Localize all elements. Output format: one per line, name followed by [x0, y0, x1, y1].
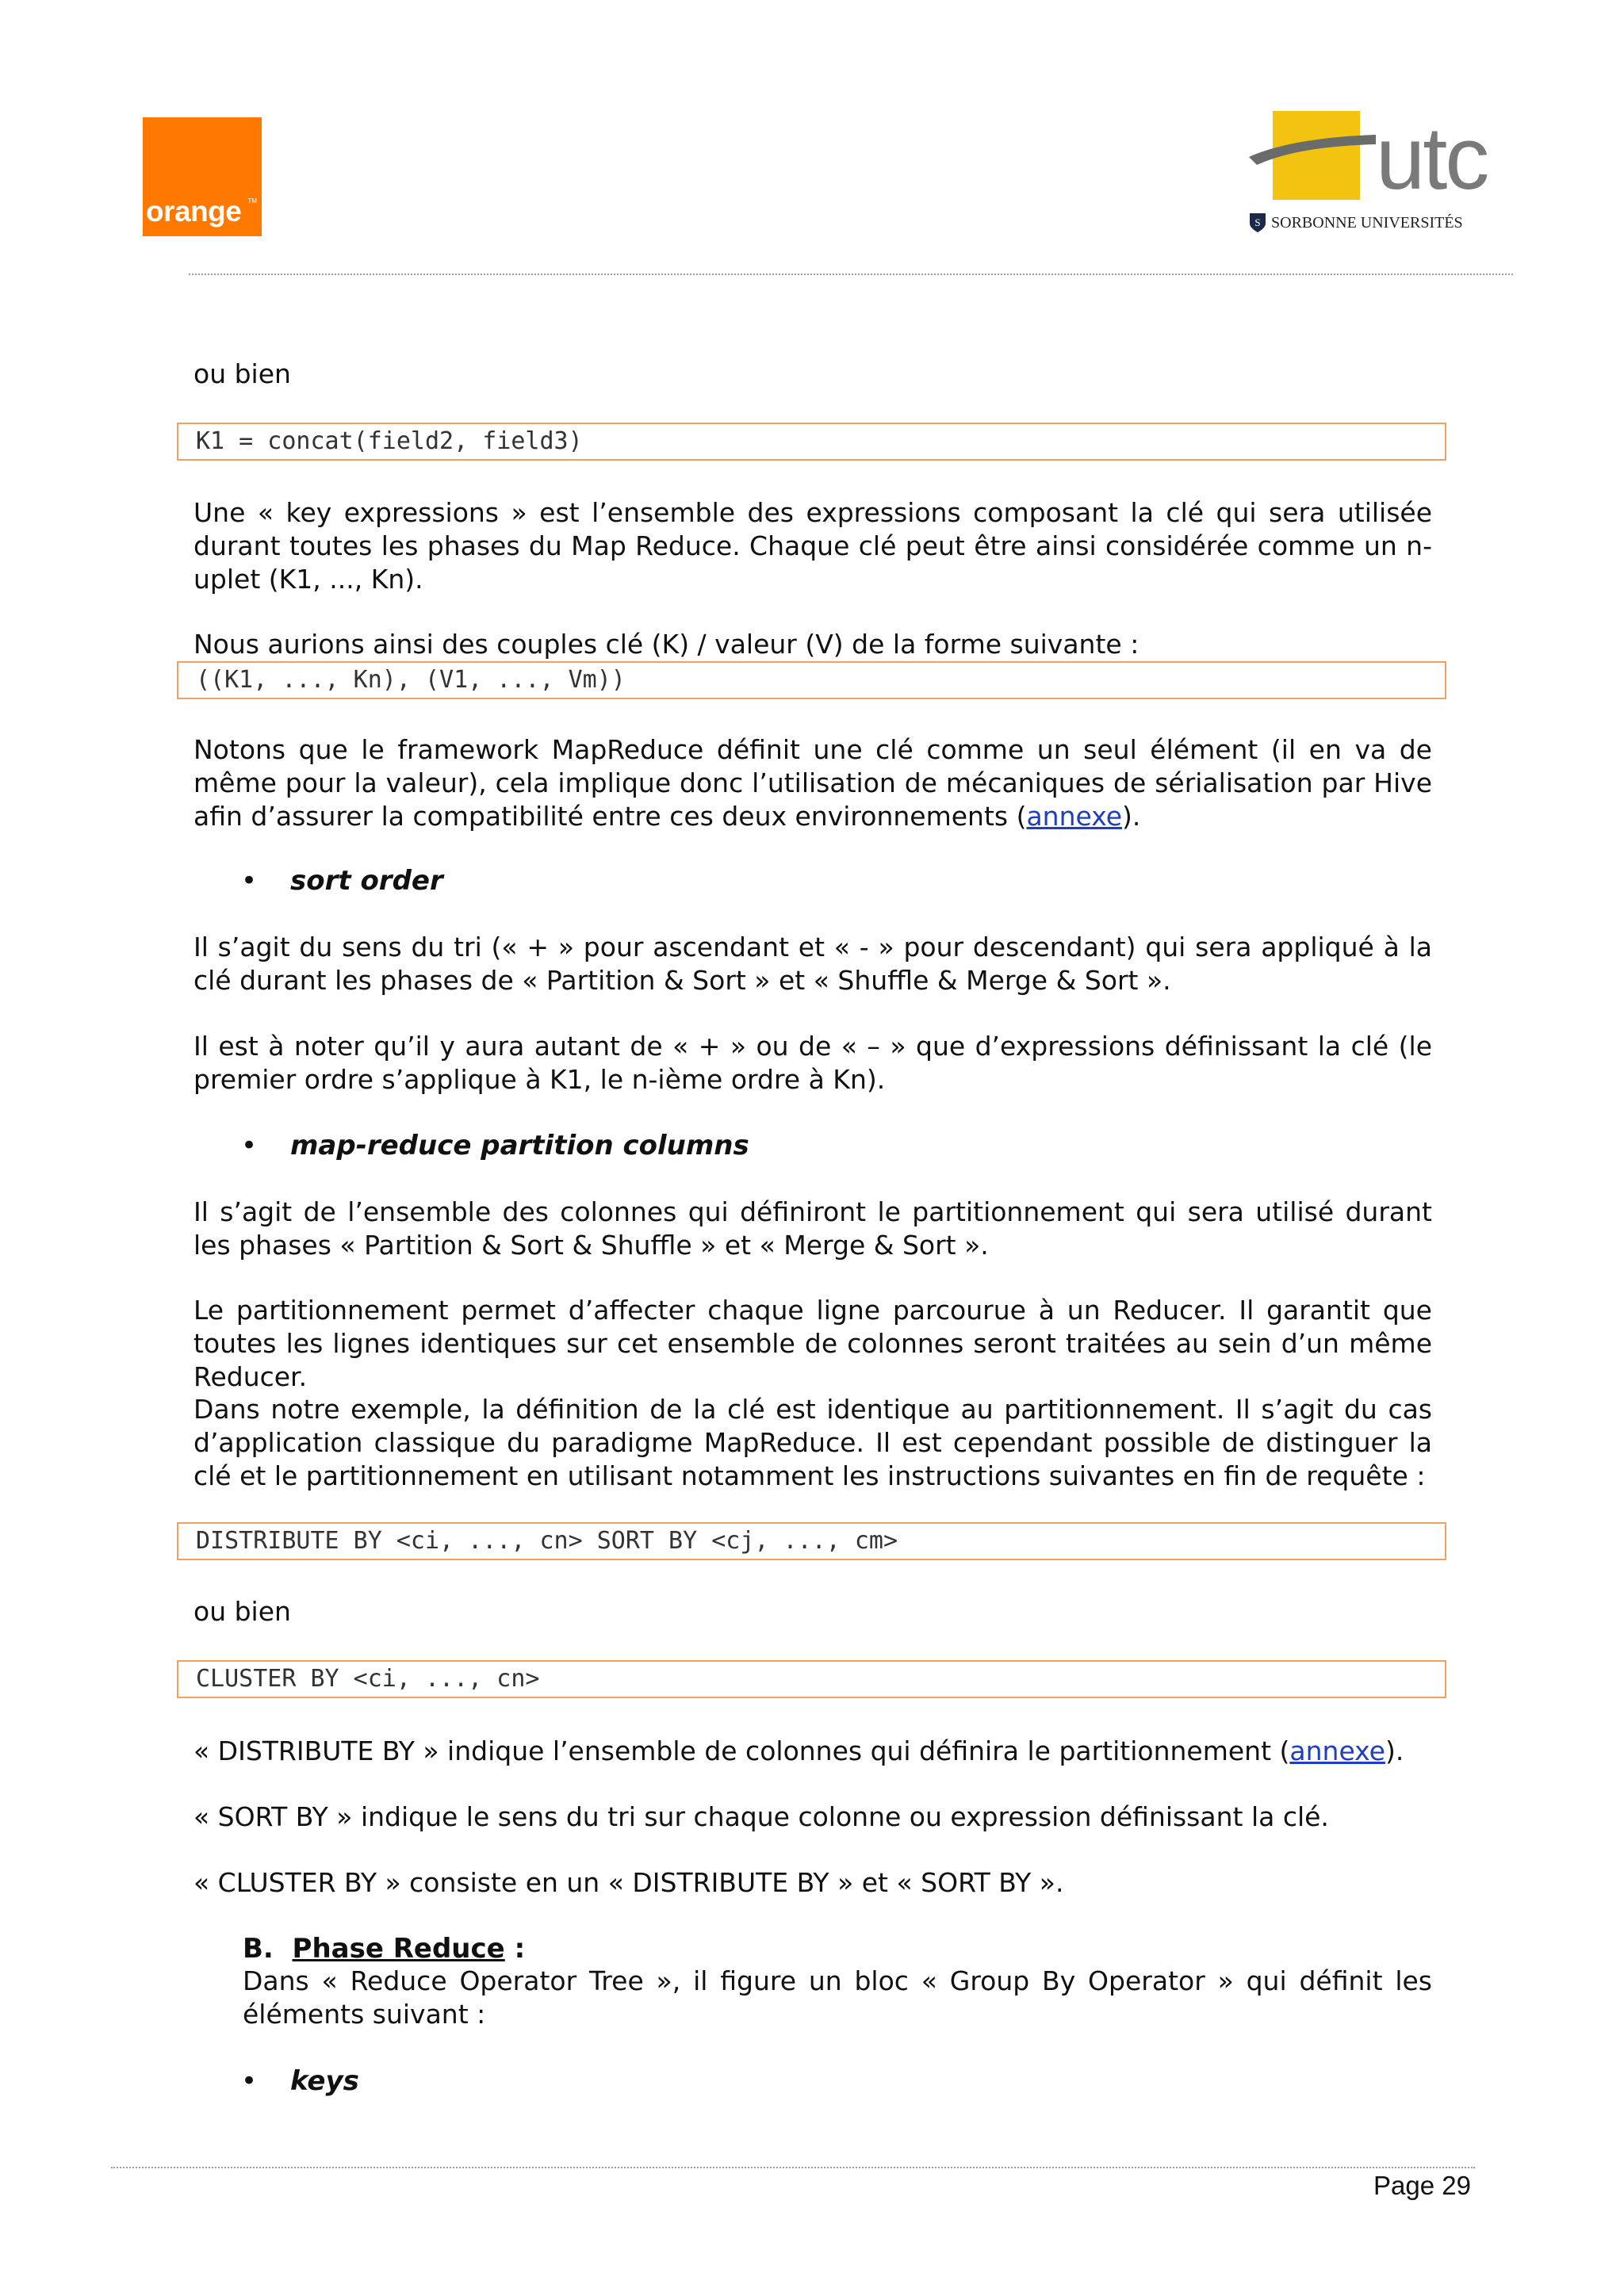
annexe-link-2[interactable]: annexe: [1289, 1735, 1385, 1766]
paragraph-ou-bien-2: ou bien: [193, 1596, 291, 1627]
paragraph-notons: [193, 733, 1432, 833]
section-colon: :: [504, 1933, 526, 1965]
paragraph-couples: Nous aurions ainsi des couples clé (K) / valeur (V) de la forme suivante :: [193, 629, 1139, 660]
paragraph-autant: Il est à noter qu’il y aura autant de « + » ou de « – » que d’expressions définissant la clé (le premier ordre s’applique à K1, le n-ième ordre à Kn).: [193, 1031, 1432, 1095]
utc-logo: [1249, 111, 1511, 242]
paragraph-exemple: Dans notre exemple, la définition de la clé est identique au partitionnement. Il s’agit du cas d’application classique du paradigme MapReduce. Il est cependant possible de distinguer la clé et le partitionnement en utilisant notamment les instructions suivantes en fin de requête :: [193, 1394, 1432, 1491]
section-heading-phase-reduce: [243, 1932, 525, 1965]
paragraph-distribute-end: ).: [1385, 1735, 1404, 1766]
paragraph-cluster-by: « CLUSTER BY » consiste en un « DISTRIBUTE BY » et « SORT BY ».: [193, 1867, 1064, 1898]
bullet-sort-order-label: sort order: [290, 865, 443, 897]
footer-divider: [111, 2167, 1475, 2168]
paragraph-sens-tri: Il s’agit du sens du tri (« + » pour ascendant et « - » pour descendant) qui sera appliqué à la clé durant les phases de « Partition & Sort » et « Shuffle & Merge & Sort ».: [193, 932, 1432, 996]
paragraph-distribute-by: [193, 1735, 1432, 1768]
bullet-keys-label: keys: [290, 2065, 359, 2097]
page-number: Page 29: [1373, 2171, 1471, 2200]
header-divider: [189, 274, 1513, 275]
section-title: Phase Reduce: [292, 1933, 505, 1965]
code-block-concat: K1 = concat(field2, field3): [177, 423, 1446, 461]
code-block-distribute: DISTRIBUTE BY <ci, ..., cn> SORT BY <cj, ..., cm>: [177, 1522, 1446, 1560]
annexe-link-1[interactable]: annexe: [1026, 801, 1123, 832]
paragraph-key-expressions: Une « key expressions » est l’ensemble des expressions composant la clé qui sera utilisée durant toutes les phases du Map Reduce. Chaque clé peut être ainsi considérée comme un n-uplet (K1, ..., Kn).: [193, 497, 1432, 595]
utc-logo-subtitle: SORBONNE UNIVERSITÉS: [1271, 214, 1463, 232]
paragraph-ou-bien-1: ou bien: [193, 358, 291, 389]
sorbonne-shield-icon: [1249, 212, 1266, 233]
utc-logo-mark-icon: [1249, 111, 1376, 206]
orange-logo-tm: TM: [247, 197, 257, 205]
paragraph-reduce-tree: Dans « Reduce Operator Tree », il figure un bloc « Group By Operator » qui définit les éléments suivant :: [243, 1965, 1432, 2030]
paragraph-distribute-text: « DISTRIBUTE BY » indique l’ensemble de colonnes qui définira le partitionnement (: [193, 1735, 1290, 1766]
paragraph-notons-text: Notons que le framework MapReduce définit une clé comme un seul élément (il en va de même pour la valeur), cela implique donc l’utilisation de mécaniques de sérialisation par Hive afin d’assurer la compatibilité entre ces deux environnements (: [193, 734, 1432, 832]
bullet-partition-columns-label: map-reduce partition columns: [290, 1130, 749, 1161]
svg-text:S: S: [1254, 216, 1261, 228]
utc-logo-text: utc: [1376, 109, 1488, 208]
bullet-dot: •: [241, 2065, 258, 2097]
code-block-cluster: CLUSTER BY <ci, ..., cn>: [177, 1660, 1446, 1698]
bullet-dot: •: [241, 865, 258, 897]
orange-logo-text: orange: [146, 195, 242, 228]
paragraph-colonnes: Il s’agit de l’ensemble des colonnes qui définiront le partitionnement qui sera utilisé durant les phases « Partition & Sort & Shuffle » et « Merge & Sort ».: [193, 1196, 1432, 1261]
code-block-tuple: ((K1, ..., Kn), (V1, ..., Vm)): [177, 661, 1446, 699]
paragraph-sort-by: « SORT BY » indique le sens du tri sur chaque colonne ou expression définissant la clé.: [193, 1801, 1329, 1832]
paragraph-notons-end: ).: [1122, 801, 1141, 832]
bullet-dot: •: [241, 1130, 258, 1161]
paragraph-partitionnement: Le partitionnement permet d’affecter chaque ligne parcourue à un Reducer. Il garantit que toutes les lignes identiques sur cet ensemble de colonnes seront traitées au sein d’un même Reducer.: [193, 1295, 1432, 1392]
section-number: B.: [243, 1933, 274, 1965]
orange-logo: [143, 117, 262, 236]
